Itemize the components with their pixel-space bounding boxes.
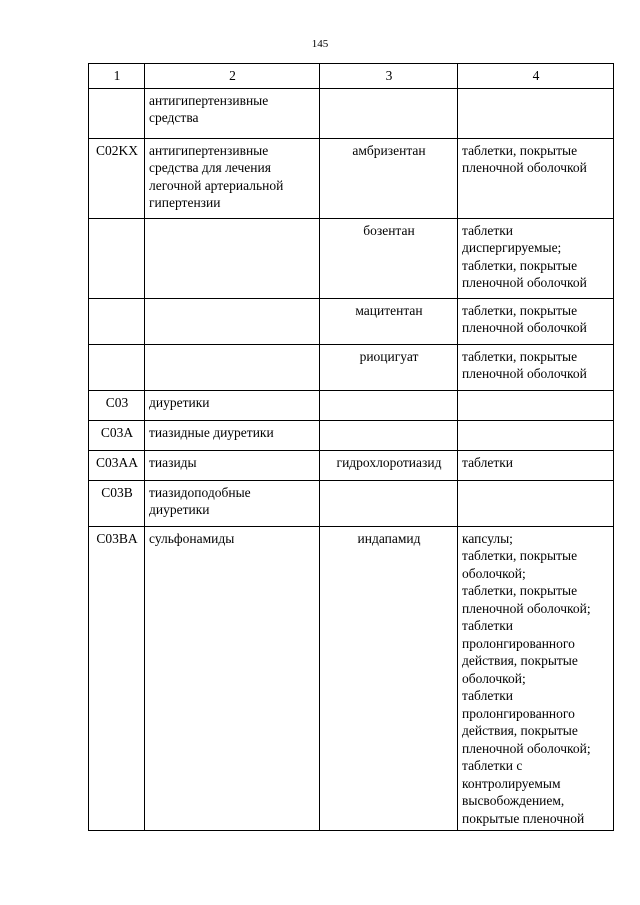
- atc-code: C02KX: [95, 142, 138, 158]
- group-cell: [145, 298, 320, 344]
- drug-name-cell: [320, 390, 458, 420]
- drug-name: амбризентан: [352, 142, 426, 158]
- dosage-form-cell: [458, 138, 614, 218]
- dosage-form-line: таблетки: [462, 454, 514, 470]
- table-row: [89, 344, 614, 390]
- atc-code-cell: [89, 88, 145, 138]
- group-text-line: диуретики: [149, 502, 210, 517]
- dosage-form-cell: [458, 526, 614, 831]
- atc-code-cell: [89, 138, 145, 218]
- group-cell: [145, 138, 320, 218]
- drug-name: бозентан: [363, 222, 415, 238]
- table-row: [89, 218, 614, 298]
- column-header-3: 3: [320, 64, 458, 89]
- group-text-line: тиазидные диуретики: [149, 424, 274, 440]
- atc-code-cell: [89, 526, 145, 831]
- atc-code-cell: [89, 344, 145, 390]
- drug-name-cell: [320, 88, 458, 138]
- atc-code: C03: [105, 394, 129, 410]
- table-row: [89, 480, 614, 526]
- drug-name-cell: [320, 450, 458, 480]
- dosage-form-line: высвобождением,: [462, 793, 565, 808]
- dosage-form-line: пленочной оболочкой: [462, 366, 587, 381]
- column-header-2: 2: [145, 64, 320, 89]
- dosage-form-cell: [458, 344, 614, 390]
- group-text-line: легочной артериальной: [149, 177, 284, 193]
- dosage-form-line: действия, покрытые: [462, 723, 578, 738]
- dosage-form-cell: [458, 88, 614, 138]
- group-text-line: сульфонамиды: [149, 530, 235, 546]
- dosage-form-line: пролонгированного: [462, 705, 575, 721]
- atc-code: C03A: [100, 424, 134, 440]
- table-row: [89, 298, 614, 344]
- dosage-form-cell: [458, 298, 614, 344]
- dosage-form-cell: [458, 218, 614, 298]
- drug-table: [88, 63, 614, 831]
- dosage-form-line: таблетки, покрытые: [462, 302, 578, 318]
- drug-name: индапамид: [357, 530, 421, 546]
- drug-name-cell: [320, 480, 458, 526]
- dosage-form-line: пленочной оболочкой;: [462, 600, 591, 616]
- drug-name: риоцигуат: [359, 348, 419, 364]
- group-text-line: тиазидоподобные: [149, 484, 251, 500]
- group-text-line: гипертензии: [149, 195, 221, 210]
- drug-name-cell: [320, 218, 458, 298]
- group-text-line: антигипертензивные: [149, 142, 269, 158]
- drug-name-cell: [320, 298, 458, 344]
- group-cell: [145, 420, 320, 450]
- dosage-form-line: оболочкой;: [462, 670, 526, 686]
- atc-code-cell: [89, 218, 145, 298]
- dosage-form-line: таблетки: [462, 688, 514, 703]
- table-row: [89, 390, 614, 420]
- table-row: [89, 420, 614, 450]
- column-header-1: 1: [89, 64, 145, 89]
- drug-name-cell: [320, 420, 458, 450]
- group-cell: [145, 218, 320, 298]
- dosage-form-line: покрытые пленочной: [462, 810, 585, 826]
- group-text-line: антигипертензивные: [149, 92, 269, 108]
- group-text-line: диуретики: [149, 394, 210, 410]
- group-cell: [145, 480, 320, 526]
- table-body: [89, 88, 614, 831]
- group-text-line: тиазиды: [149, 454, 197, 470]
- table-row: [89, 526, 614, 831]
- table-row: [89, 138, 614, 218]
- atc-code-cell: [89, 420, 145, 450]
- dosage-form-line: таблетки, покрытые: [462, 548, 578, 563]
- dosage-form-line: таблетки, покрытые: [462, 257, 578, 273]
- atc-code-cell: [89, 298, 145, 344]
- drug-name-cell: [320, 344, 458, 390]
- page-number: 145: [311, 38, 329, 50]
- header-row: [89, 64, 614, 89]
- dosage-form-line: пленочной оболочкой: [462, 320, 587, 335]
- atc-code: C03BA: [96, 530, 138, 546]
- dosage-form-cell: [458, 390, 614, 420]
- dosage-form-line: контролируемым: [462, 775, 561, 791]
- table-row: [89, 450, 614, 480]
- dosage-form-line: таблетки: [462, 222, 514, 238]
- atc-code: C03B: [101, 484, 133, 500]
- dosage-form-line: диспергируемые;: [462, 240, 562, 255]
- group-cell: [145, 450, 320, 480]
- group-cell: [145, 88, 320, 138]
- dosage-form-line: оболочкой;: [462, 565, 526, 581]
- column-header-4: 4: [458, 64, 614, 89]
- dosage-form-line: таблетки, покрытые: [462, 348, 578, 364]
- drug-name: мацитентан: [355, 302, 423, 318]
- drug-name-cell: [320, 526, 458, 831]
- group-cell: [145, 344, 320, 390]
- dosage-form-line: таблетки, покрытые: [462, 583, 578, 598]
- dosage-form-cell: [458, 480, 614, 526]
- group-text-line: средства: [149, 110, 199, 125]
- table-row: [89, 88, 614, 138]
- dosage-form-cell: [458, 420, 614, 450]
- dosage-form-line: капсулы;: [462, 530, 513, 546]
- group-text-line: средства для лечения: [149, 160, 271, 175]
- atc-code: C03AA: [95, 454, 138, 470]
- dosage-form-cell: [458, 450, 614, 480]
- dosage-form-line: таблетки с: [462, 758, 523, 773]
- dosage-form-line: пролонгированного: [462, 635, 575, 651]
- group-cell: [145, 390, 320, 420]
- atc-code-cell: [89, 480, 145, 526]
- drug-name-cell: [320, 138, 458, 218]
- group-cell: [145, 526, 320, 831]
- dosage-form-line: таблетки, покрытые: [462, 142, 578, 158]
- dosage-form-line: пленочной оболочкой: [462, 160, 587, 175]
- dosage-form-line: пленочной оболочкой: [462, 275, 587, 290]
- atc-code-cell: [89, 390, 145, 420]
- dosage-form-line: таблетки: [462, 618, 514, 633]
- atc-code-cell: [89, 450, 145, 480]
- dosage-form-line: пленочной оболочкой;: [462, 740, 591, 756]
- drug-name: гидрохлоротиазид: [336, 454, 442, 470]
- dosage-form-line: действия, покрытые: [462, 653, 578, 668]
